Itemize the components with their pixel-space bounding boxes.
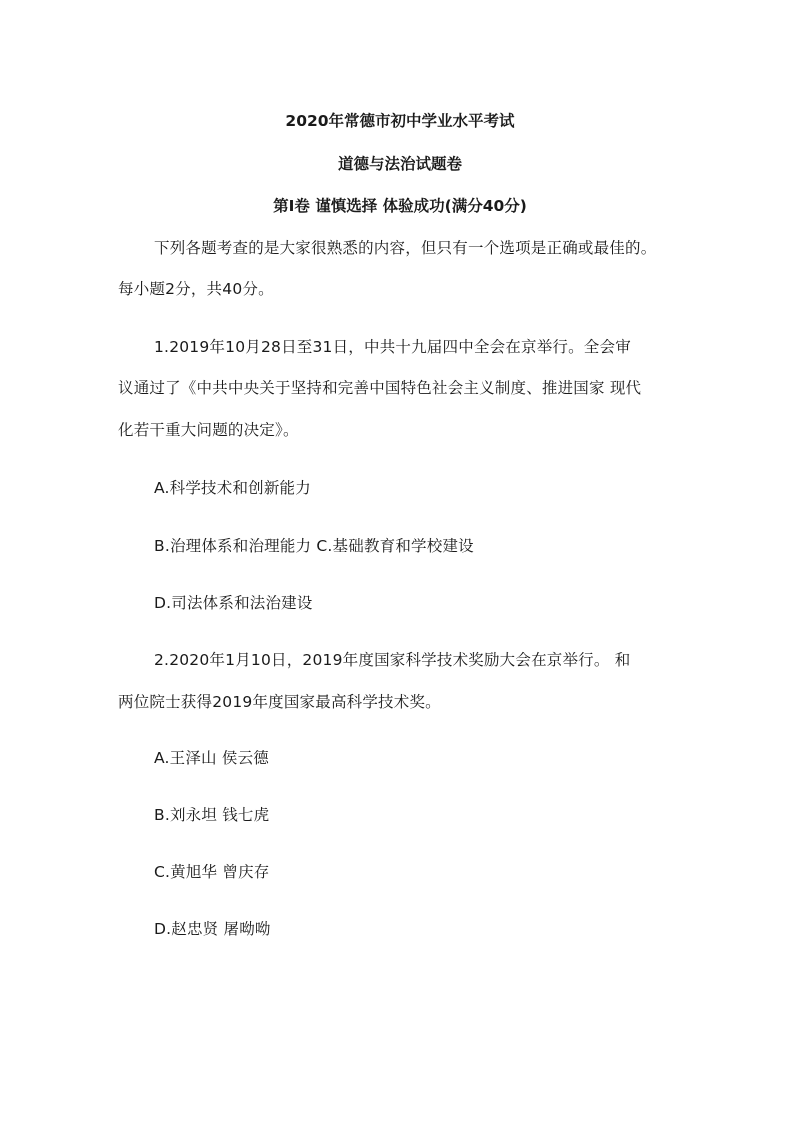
question-1-stem-line-3: 化若干重大问题的决定》。 (118, 421, 299, 439)
question-1-option-b-c: B.治理体系和治理能力 C.基础教育和学校建设 (154, 537, 474, 555)
question-2-stem-line-1: 2.2020年1月10日，2019年度国家科学技术奖励大会在京举行。 和 (154, 651, 631, 669)
instructions-line-1: 下列各题考查的是大家很熟悉的内容，但只有一个选项是正确或最佳的。 (154, 239, 657, 257)
instructions-line-2: 每小题2分，共40分。 (118, 280, 274, 298)
question-2-option-c: C.黄旭华 曾庆存 (154, 863, 270, 881)
question-2-option-d: D.赵忠贤 屠呦呦 (154, 920, 271, 938)
question-1-stem-line-2: 议通过了《中共中央关于坚持和完善中国特色社会主义制度、推进国家 现代 (118, 379, 642, 397)
question-1-option-a: A.科学技术和创新能力 (154, 479, 311, 497)
question-1-stem-line-1: 1.2019年10月28日至31日，中共十九届四中全会在京举行。全会审 (154, 338, 631, 356)
question-1-option-d: D.司法体系和法治建设 (154, 594, 313, 612)
question-2-option-b: B.刘永坦 钱七虎 (154, 806, 270, 824)
exam-title: 2020年常德市初中学业水平考试 (285, 112, 515, 130)
question-2-stem-line-2: 两位院士获得2019年度国家最高科学技术奖。 (118, 693, 441, 711)
question-2-option-a: A.王泽山 侯云德 (154, 749, 269, 767)
section-heading: 第Ⅰ卷 谨慎选择 体验成功(满分40分) (273, 197, 527, 215)
exam-subtitle: 道德与法治试题卷 (337, 155, 462, 173)
